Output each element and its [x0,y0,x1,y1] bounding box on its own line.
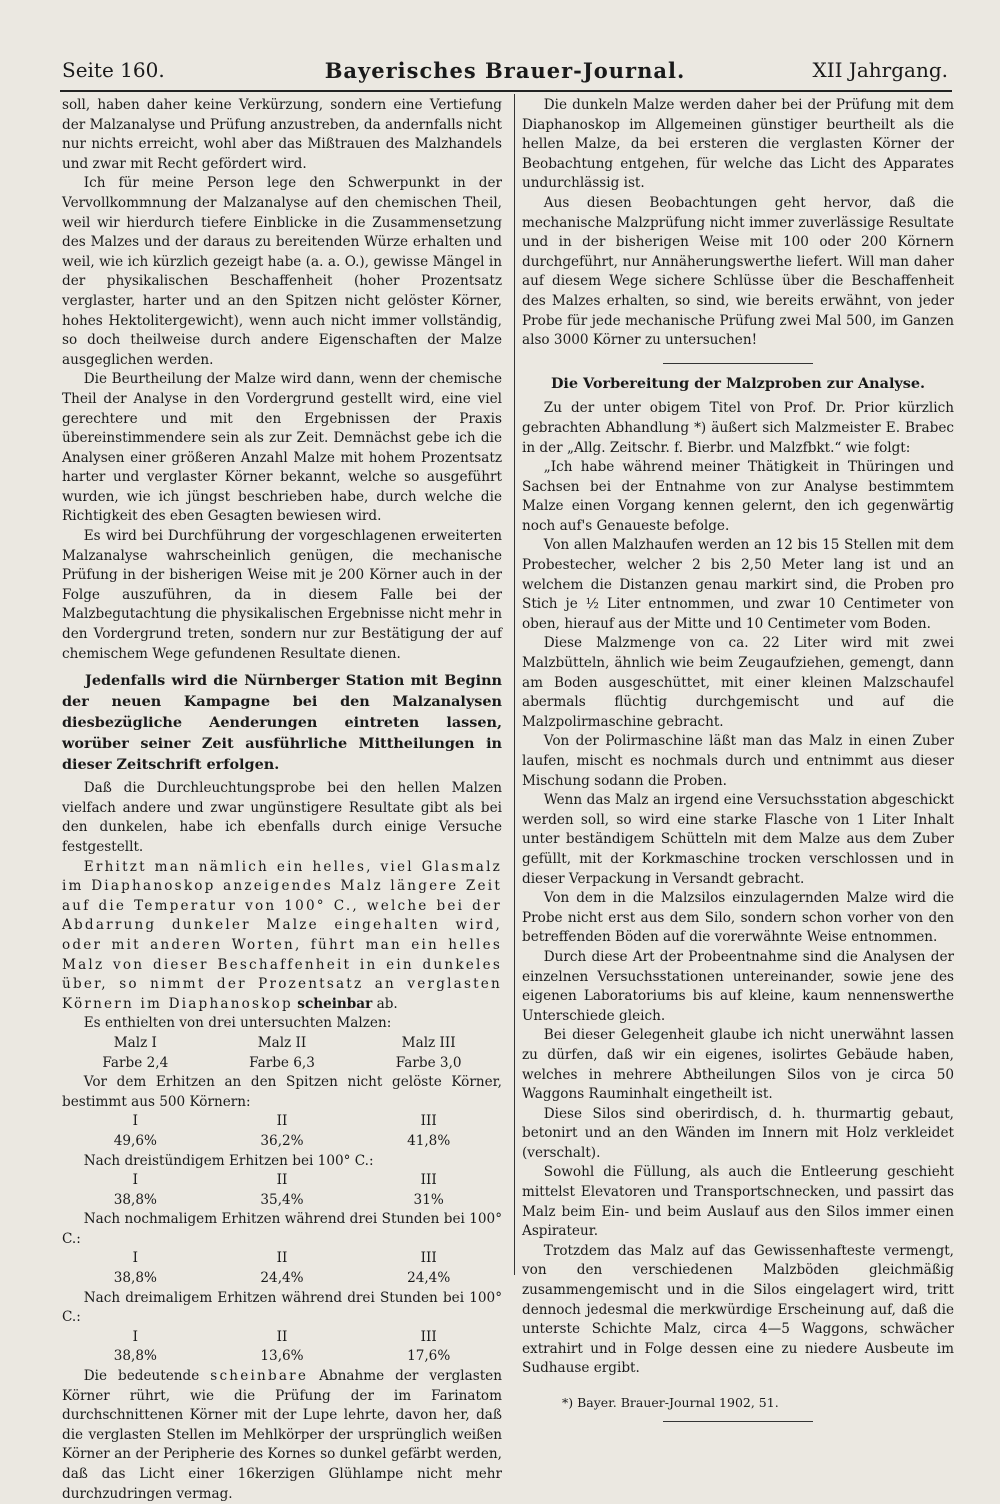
paragraph: Wenn das Malz an irgend eine Versuchsstation abgeschickt werden soll, so wird eine starke Flasche von 1 Liter Inhalt unter beständigem Schütteln mit dem Malze aus dem Zuber gefüllt, mit der Korkmaschine trocken verschlossen und in dieser Verpackung in Versandt gebracht. [522,792,954,887]
value-cell: 24,4% [407,1270,451,1287]
paragraph: Es wird bei Durchführung der vorgeschlagenen erweiterten Malzanalyse wahrscheinlich genügen, die mechanische Prüfung in der bisherigen Weise mit je 200 Körner auch in der Folge auszuführen, da in diesem Falle bei der Malzbegutachtung die physikalischen Ergebnisse nicht mehr in den Vordergrund treten, sondern nur zur Bestätigung der auf chemischem Wege gefundenen Resultate dienen. [62,528,502,662]
paragraph: Nach nochmaligem Erhitzen während drei Stunden bei 100° C.: [62,1211,502,1247]
paragraph: Von dem in die Malzsilos einzulagernden Malze wird die Probe nicht erst aus dem Silo, sondern schon vorher von den betreffenden Böden auf die vorerwähnte Weise entnommen. [522,890,954,946]
right-column [522,96,954,1410]
volume-label: XII Jahrgang. [812,58,948,82]
col-head: III [420,1113,437,1130]
paragraph: Sowohl die Füllung, als auch die Entleerung geschieht mittelst Elevatoren und Transportschnecken, und passirt das Malz beim Ein- und beim Auslauf aus den Silos immer einen Aspirateur. [522,1164,954,1240]
value-cell: 17,6% [407,1348,451,1365]
col-head: I [132,1250,139,1267]
col-head: II [276,1328,288,1345]
col-head: II [276,1250,288,1267]
footnote: *) Bayer. Brauer-Journal 1902, 51. [562,1395,779,1410]
value-cell: 38,8% [113,1191,157,1208]
paragraph: Daß die Durchleuchtungsprobe bei den hellen Malzen vielfach andere und zwar ungünstigere Resultate gibt als bei den dunkelen, habe ich ebenfalls durch einige Versuche festgestellt. [62,780,502,855]
col-head: I [132,1113,139,1130]
text-run: Die bedeutende [83,1368,200,1385]
spaced-text: Erhitzt man nämlich ein helles, viel Glasmalz im Diaphanoskop anzeigendes Malz längere Zeit auf die Temperatur von 100° C., welche bei der Abdarrung dunkeler Malze eingehalten wird, oder mit anderen Worten, führt man ein helles Malz von dieser Beschaffenheit in ein dunkeles über, so nimmt der Prozentsatz an verglasten Körnern im Diaphanoskop [62,858,502,1012]
header-rule [60,90,952,92]
value-cell: 13,6% [260,1348,304,1365]
paragraph: Von der Polirmaschine läßt man das Malz in einen Zuber laufen, mischt es nochmals durch und entnimmt aus dieser Mischung sodann die Proben. [522,733,954,789]
paragraph: Aus diesen Beobachtungen geht hervor, daß die mechanische Malzprüfung nicht immer zuverlässige Resultate und in der bisherigen Weise mit 100 oder 200 Körnern durchgeführt, nur Annäherungswerthe liefert. Will man daher auf diesem Wege sichere Schlüsse über die Beschaffenheit des Malzes erhalten, so sind, wie bereits erwähnt, von jeder Probe für jede mechanische Prüfung zwei Mal 500, im Ganzen also 3000 Körner zu untersuchen! [522,194,954,349]
farbe-value: Farbe 2,4 [102,1054,169,1071]
paragraph: Von allen Malzhaufen werden an 12 bis 15 Stellen mit dem Probestecher, welcher 2 bis 2,50 Meter lang ist und an welchem die Distanzen genau markirt sind, die Proben pro Stich je ½ Liter entnommen, und zwar 10 Centimeter von oben, hierauf aus der Mitte und 10 Centimeter vom Boden. [522,537,954,632]
section-rule [663,363,813,364]
col-head: III [420,1328,437,1345]
paragraph: Nach dreimaligem Erhitzen während drei Stunden bei 100° C.: [62,1289,502,1326]
values-table-3 [62,1249,502,1288]
column-divider [514,94,515,1275]
page-header [62,58,948,88]
paragraph: Diese Silos sind oberirdisch, d. h. thurmartig gebaut, betonirt und an den Wänden im Innern mit Holz verkleidet (verschalt). [522,1105,954,1161]
text-run: Abnahme der verglasten Körner rührt, wie die Prüfung der im Farinatom durchschnittenen Körner mit der Lupe lehrte, davon her, daß die verglasten Stellen im Mehlkörper der ursprünglich weißen Körner an der Peripherie des Kornes so dunkel gefärbt werden, daß das Licht einer 16kerzigen Glühlampe nicht mehr durchzudringen vermag. [62,1368,502,1502]
malz-table [62,1034,502,1073]
journal-title: Bayerisches Brauer-Journal. [324,58,686,83]
value-cell: 35,4% [260,1191,304,1208]
paragraph: Die Beurtheilung der Malze wird dann, wenn der chemische Theil der Analyse in den Vordergrund gestellt wird, eine viel gerechtere und mit den Ergebnissen der Praxis übereinstimmendere sein als zur Zeit. Demnächst gebe ich die Analysen einer größeren Anzahl Malze mit hohem Prozentsatz harter und verglaster Körner bekannt, welche so ausgeführt wurden, wie ich jüngst beschrieben habe, durch welche die Richtigkeit des eben Gesagten bewiesen wird. [62,371,502,525]
section-title: Die Vorbereitung der Malzproben zur Analyse. [550,374,926,392]
paragraph: soll, haben daher keine Verkürzung, sondern eine Vertiefung der Malzanalyse und Prüfung anzustreben, da andernfalls nicht nur nichts erreicht, wohl aber das Mißtrauen des Malzhandels und zwar mit Recht gefördert wird. [62,97,502,172]
col-head: III [420,1172,437,1189]
value-cell: 38,8% [113,1270,157,1287]
bold-announcement: Jedenfalls wird die Nürnberger Station mit Beginn der neuen Kampagne bei den Malzanalysen diesbezügliche Aenderungen eintreten lassen, worüber seiner Zeit ausführliche Mittheilungen in dieser Zeitschrift erfolgen. [62,672,502,774]
paragraph: Nach dreistündigem Erhitzen bei 100° C.: [83,1152,374,1169]
paragraph: Trotzdem das Malz auf das Gewissenhafteste vermengt, von den verschiedenen Malzböden gleichmäßig zusammengemischt und in die Silos eingelagert wird, tritt dennoch jedesmal die merkwürdige Erscheinung auf, daß die unterste Schichte Malz, circa 4—5 Waggons, schwächer extrahirt und in Folge dessen eine zu niedere Ausbeute im Sudhause ergibt. [522,1242,954,1377]
malz-label: Malz III [401,1034,456,1051]
col-head: I [132,1328,139,1345]
col-head: I [132,1172,139,1189]
value-cell: 36,2% [260,1132,304,1149]
values-table-2 [62,1171,502,1210]
paragraph-end: ab. [376,995,398,1012]
farbe-value: Farbe 3,0 [395,1054,462,1071]
paragraph: Ich für meine Person lege den Schwerpunkt in der Vervollkommnung der Malzanalyse auf den chemischen Theil, weil wir hierdurch tiefere Einblicke in die Zusammensetzung des Malzes und der daraus zu bereitenden Würze erhalten und weil, wie ich kürzlich gezeigt habe (a. a. O.), gewisse Mängel in der physikalischen Beschaffenheit (hoher Prozentsatz verglaster, harter und an den Spitzen nicht gelöster Körner, hohes Hektolitergewicht), wenn auch nicht immer vollständig, so doch theilweise durch andere Eigenschaften der Malze ausgeglichen werden. [62,175,502,368]
paragraph: „Ich habe während meiner Thätigkeit in Thüringen und Sachsen bei der Entnahme von zur Analyse bestimmtem Malze einen Vorgang kennen gelernt, den ich gegenwärtig noch auf's Genaueste befolge. [522,459,954,534]
value-cell: 41,8% [407,1132,451,1149]
footnote-rule [663,1421,813,1422]
left-column [62,96,502,1502]
value-cell: 24,4% [260,1270,304,1287]
malz-label: Malz II [257,1034,307,1051]
col-head: II [276,1172,288,1189]
values-table-4 [62,1328,502,1367]
paragraph: Zu der unter obigem Titel von Prof. Dr. Prior kürzlich gebrachten Abhandlung *) äußert sich Malzmeister E. Brabec in der „Allg. Zeitschr. f. Bierbr. und Malzfbkt.“ wie folgt: [522,400,954,456]
farbe-value: Farbe 6,3 [249,1054,315,1071]
value-cell: 49,6% [113,1132,157,1149]
paragraph: Bei dieser Gelegenheit glaube ich nicht unerwähnt lassen zu dürfen, daß wir ein eigenes, isolirtes Gebäude haben, welches in mehrere Abtheilungen Silos von je circa 50 Waggons Rauminhalt eingetheilt ist. [522,1027,954,1103]
paragraph: Die dunkeln Malze werden daher bei der Prüfung mit dem Diaphanoskop im Allgemeinen günstiger beurtheilt als die hellen Malze, da bei ersteren die verglasten Körner der Beobachtung entgehen, für welche das Licht des Apparates undurchlässig ist. [522,97,954,192]
col-head: II [276,1113,288,1130]
col-head: III [420,1250,437,1267]
paragraph: Es enthielten von drei untersuchten Malzen: [83,1015,392,1032]
paragraph: Vor dem Erhitzen an den Spitzen nicht gelöste Körner, bestimmt aus 500 Körnern: [62,1074,502,1110]
paragraph [62,1367,502,1504]
paragraph: Diese Malzmenge von ca. 22 Liter wird mit zwei Malzbütteln, ähnlich wie beim Zeugaufziehen, gemengt, dann am Boden ausgeschüttet, mit einer kleinen Malzschaufel abermals flüchtig durchgemischt und auf die Malzpolirmaschine gebracht. [522,635,954,730]
value-cell: 31% [413,1191,444,1208]
malz-label: Malz I [113,1034,157,1051]
emphasis: scheinbar [297,995,373,1012]
values-table-1 [62,1112,502,1151]
paragraph [62,858,502,1015]
value-cell: 38,8% [113,1348,157,1365]
page-number: Seite 160. [62,58,165,82]
spaced-text: scheinbare [210,1368,309,1385]
paragraph: Durch diese Art der Probeentnahme sind die Analysen der einzelnen Versuchsstationen untereinander, sowie jene des eigenen Laboratoriums bis auf kleine, kaum nennenswerthe Unterschiede gleich. [522,948,954,1024]
